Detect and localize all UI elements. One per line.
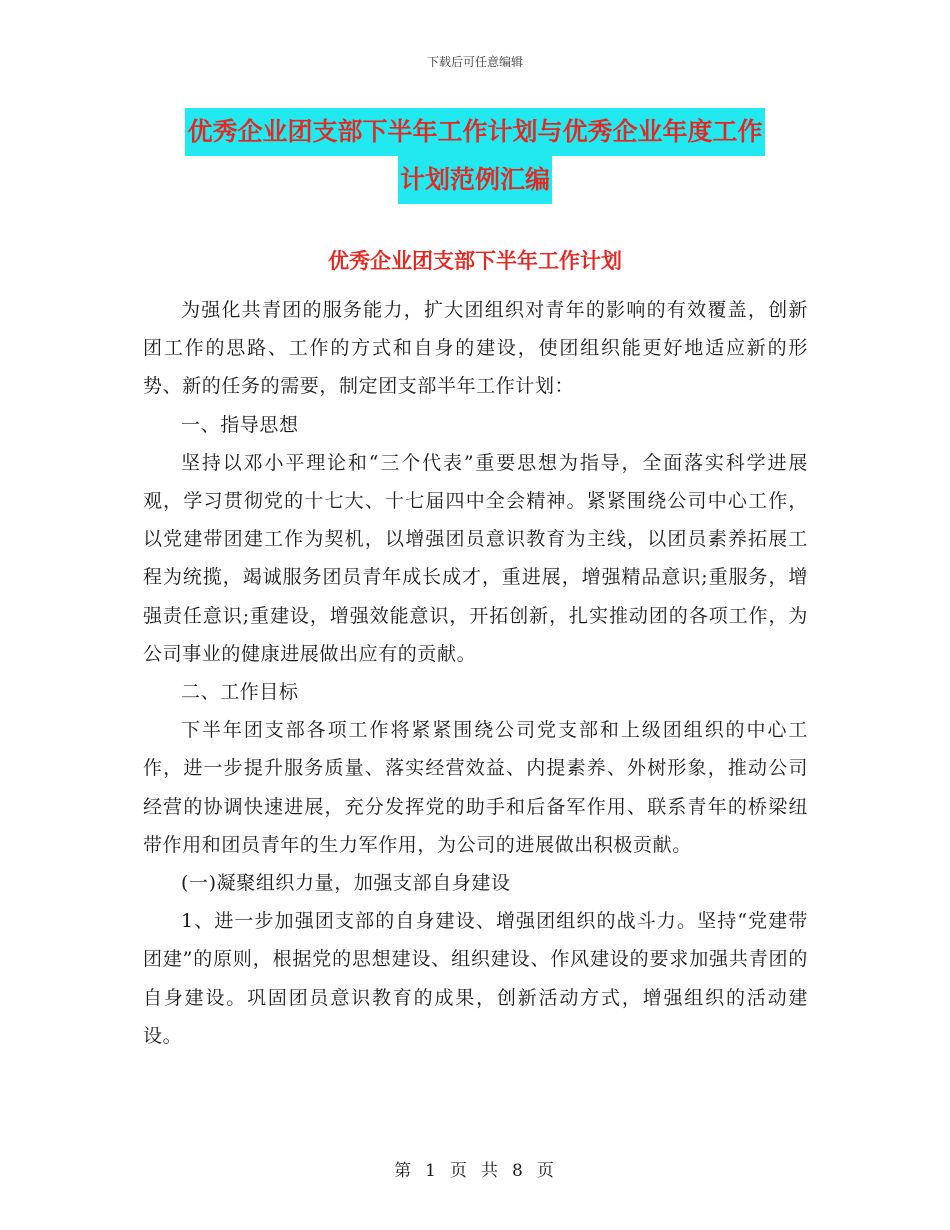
subheading-organization: (一)凝聚组织力量，加强支部自身建设 [181, 872, 511, 895]
page-footer [0, 1156, 950, 1181]
heading-work-goals: 二、工作目标 [181, 681, 299, 704]
title-line-2: 计划范例汇编 [398, 156, 552, 204]
paragraph-guiding-thought: 坚持以邓小平理论和“三个代表”重要思想为指导，全面落实科学进展观，学习贯彻党的十七大、十七届四中全会精神。紧紧围绕公司中心工作，以党建带团建工作为契机，以增强团员意识教育为主线，以团员素养拓展工程为统揽，竭诚服务团员青年成长成才，重进展，增强精品意识;重服务，增强责任意识;重建设，增强效能意识，开拓创新，扎实推动团的各项工作，为公司事业的健康进展做出应有的贡献。 [143, 451, 808, 665]
footer-label-total: 共 [481, 1161, 500, 1181]
section-title: 优秀企业团支部下半年工作计划 [328, 249, 622, 273]
footer-label-unit2: 页 [536, 1161, 556, 1181]
header-note: 下载后可任意编辑 [426, 55, 523, 69]
document-body [143, 291, 808, 1055]
footer-current-page: 1 [425, 1161, 438, 1181]
document-title [0, 108, 950, 204]
footer-label-unit: 页 [450, 1161, 469, 1181]
footer-label-page: 第 [394, 1161, 414, 1181]
paragraph-item-1: 1、进一步加强团支部的自身建设、增强团组织的战斗力。坚持“党建带团建”的原则，根据党的思想建设、组织建设、作风建设的要求加强共青团的自身建设。巩固团员意识教育的成果，创新活动方式，增强组织的活动建设。 [143, 910, 808, 1047]
heading-guiding-thought: 一、指导思想 [181, 413, 299, 436]
title-line-1: 优秀企业团支部下半年工作计划与优秀企业年度工作 [185, 108, 764, 156]
paragraph-intro: 为强化共青团的服务能力，扩大团组织对青年的影响的有效覆盖，创新团工作的思路、工作的方式和自身的建设，使团组织能更好地适应新的形势、新的任务的需要，制定团支部半年工作计划： [143, 299, 808, 398]
paragraph-work-goals: 下半年团支部各项工作将紧紧围绕公司党支部和上级团组织的中心工作，进一步提升服务质量、落实经营效益、内提素养、外树形象，推动公司经营的协调快速进展，充分发挥党的助手和后备军作用、联系青年的桥梁纽带作用和团员青年的生力军作用，为公司的进展做出积极贡献。 [143, 719, 808, 856]
footer-total-pages: 8 [512, 1161, 525, 1181]
